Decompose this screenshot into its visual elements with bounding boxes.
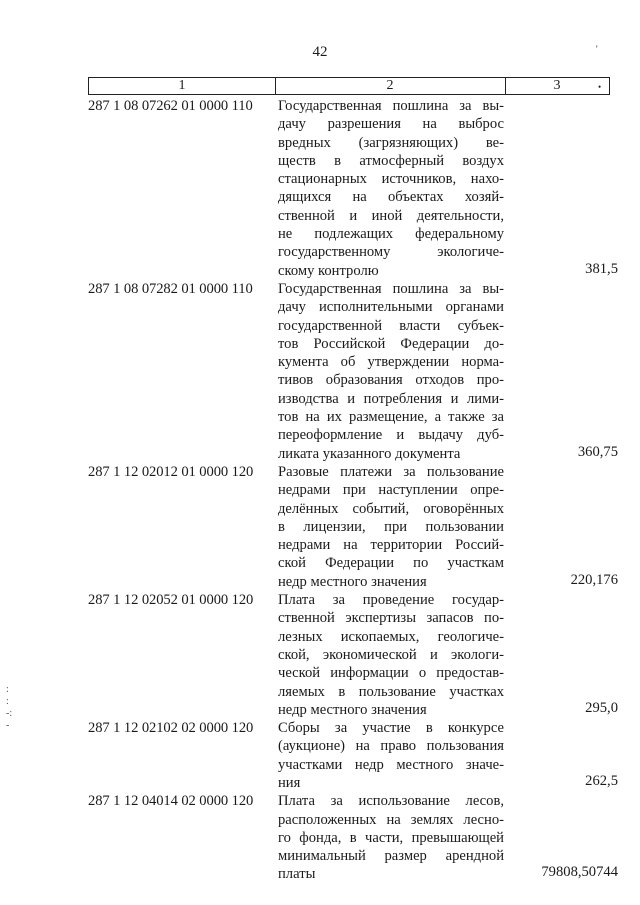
description-line: кумента об утверждении норма- [278,354,504,371]
row-description [278,97,504,280]
row-code: 287 1 12 04014 02 0000 120 [88,793,254,810]
row-code: 287 1 12 02052 01 0000 120 [88,592,254,609]
row-amount: 79808,50744 [541,864,618,881]
description-line: скому контролю [278,262,379,279]
description-line: ния [278,774,301,791]
row-code: 287 1 12 02102 02 0000 120 [88,720,254,737]
header-mark: • [598,82,602,92]
corner-mark: ' [596,44,598,54]
row-amount: 220,176 [570,571,618,588]
margin-mark: : [6,684,9,695]
description-line: дачу исполнительными органами [278,299,504,316]
row-code: 287 1 08 07262 01 0000 110 [88,98,253,114]
description-line: стационарных источников, нахо- [278,171,504,188]
description-line: дящихся на объектах хозяй- [278,189,504,206]
description-line: государственной власти субъек- [278,317,504,334]
description-line: государственному экологиче- [278,244,504,261]
description-line: недр местного значения [278,573,427,590]
row-amount: 381,5 [585,260,618,277]
description-line: не подлежащих федеральному [278,226,504,243]
description-line: платы [278,866,316,883]
description-line: переоформление и выдачу дуб- [278,427,504,444]
row-code: 287 1 12 02012 01 0000 120 [88,463,254,480]
header-col-3: 3 [553,78,561,93]
table-row [88,719,618,792]
description-line: ской, экономической и экологи- [278,646,504,663]
row-description [278,719,504,792]
description-line: в лицензии, при пользовании [278,518,504,535]
description-line: (аукционе) на право пользования [278,738,504,755]
page-number: 42 [312,44,328,60]
table-row [88,591,618,719]
header-col-1: 1 [89,78,276,94]
header-col-2: 2 [275,78,506,94]
description-line: тов Российской Федерации до- [278,335,504,352]
margin-mark: : [6,696,9,707]
description-line: ственной и иной деятельности, [278,207,504,224]
description-line: тивов образования отходов про- [278,372,504,389]
table-row [88,280,618,463]
description-line: недрами при наступлении опре- [278,482,504,499]
description-line: ществ в атмосферный воздух [278,152,504,169]
margin-marks [6,684,12,732]
description-line: недр местного значения [278,701,427,718]
description-line: Плата за проведение государ- [278,592,504,609]
row-amount: 262,5 [585,772,618,789]
table-row [88,97,618,280]
description-line: го фонда, в части, превышающей [278,829,504,846]
row-code: 287 1 08 07282 01 0000 110 [88,280,253,297]
description-line: изводства и потребления и лими- [278,390,504,407]
description-line: расположенных на землях лесно- [278,811,504,828]
description-line: ликата указанного документа [278,445,461,462]
row-description [278,280,504,463]
description-line: ской Федерации по участкам [278,555,504,572]
margin-mark: -: [6,708,13,719]
row-description [278,591,504,719]
description-line: ляемых в пользование участках [278,683,504,700]
description-line: делённых событий, оговорённых [278,500,504,517]
description-line: ческой информации о предостав- [278,665,504,682]
description-line: Государственная пошлина за вы- [278,280,504,297]
description-line: Государственная пошлина за вы- [278,98,504,114]
description-line: Разовые платежи за пользование [278,463,504,480]
description-line: тов на их размещение, а также за [278,409,504,426]
row-description [278,792,504,883]
table-body [88,97,618,884]
description-line: ственной экспертизы запасов по- [278,610,504,627]
description-line: лезных ископаемых, геологиче- [278,628,504,645]
description-line: вредных (загрязняющих) ве- [278,134,504,151]
table-row [88,792,618,883]
description-line: Сборы за участие в конкурсе [278,720,504,737]
row-description [278,463,504,591]
description-line: недрами на территории Россий- [278,537,504,554]
margin-mark: - [6,720,10,731]
description-line: Плата за использование лесов, [278,793,504,810]
row-amount: 360,75 [577,443,618,460]
description-line: участками недр местного значе- [278,756,504,773]
description-line: дачу разрешения на выброс [278,116,504,133]
description-line: минимальный размер арендной [278,848,504,865]
row-amount: 295,0 [585,699,618,716]
table-row [88,463,618,591]
table-header [88,77,610,95]
